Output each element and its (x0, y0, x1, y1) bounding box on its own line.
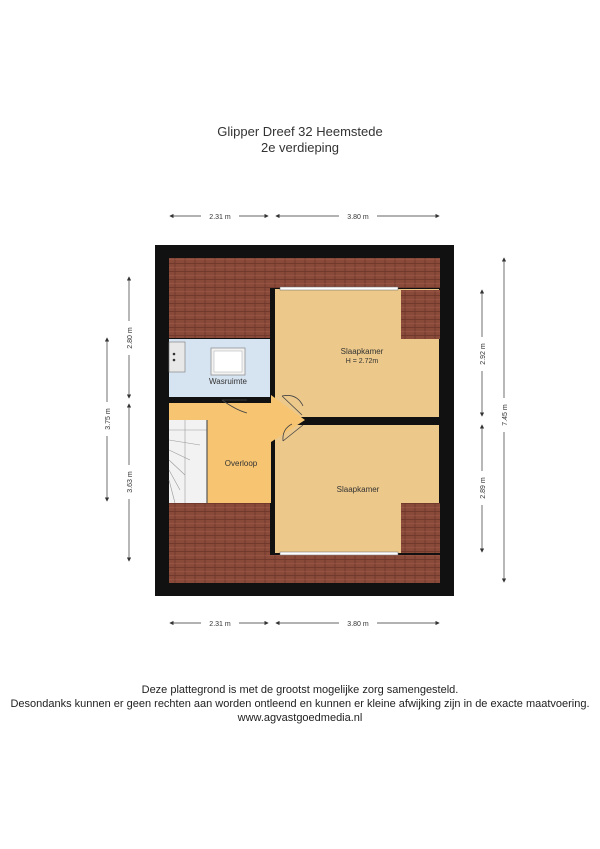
wall-laundry-landing (169, 397, 271, 403)
address-title: Glipper Dreef 32 Heemstede (217, 124, 383, 139)
dim-bottom-right: 3.80 m (347, 621, 369, 628)
label-laundry: Wasruimte (209, 377, 247, 386)
disclaimer-line-1: Deze plattegrond is met de grootst mogelijke zorg samengesteld. (141, 684, 459, 696)
label-bedroom-top: Slaapkamer (340, 347, 384, 356)
label-bedroom-bottom: Slaapkamer (336, 485, 380, 494)
disclaimer-website: www.agvastgoedmedia.nl (237, 712, 363, 724)
dim-right-inner-top: 2.92 m (480, 343, 487, 365)
dim-right-outer: 7.45 m (502, 404, 509, 426)
dim-right-inner-bottom: 2.89 m (480, 477, 487, 499)
label-landing: Overloop (224, 459, 258, 468)
window-top (280, 287, 398, 290)
roof-area-left-top (169, 288, 272, 338)
label-bedroom-top-height: H = 2.72m (345, 358, 379, 365)
dim-top-left: 2.31 m (209, 214, 231, 221)
dim-left-inner-bottom: 3.63 m (127, 471, 134, 493)
wall-bedrooms-left (270, 288, 275, 393)
roof-area-left-bottom (169, 503, 272, 555)
roof-area-top (169, 258, 440, 288)
dim-bottom-left: 2.31 m (209, 621, 231, 628)
dim-top-right: 3.80 m (347, 214, 369, 221)
dim-left-inner-top: 2.80 m (127, 327, 134, 349)
dim-left-outer: 3.75 m (105, 408, 112, 430)
laundry-sink (169, 342, 185, 372)
disclaimer-line-2: Desondanks kunnen er geen rechten aan worden ontleend en kunnen er kleine afwijking zijn in de exacte maatvoering. (10, 698, 590, 710)
disclaimer (0, 683, 600, 725)
floor-title: 2e verdieping (260, 140, 340, 155)
window-bottom (280, 552, 398, 555)
stairs (169, 420, 207, 503)
roof-area-bottom (169, 555, 440, 583)
